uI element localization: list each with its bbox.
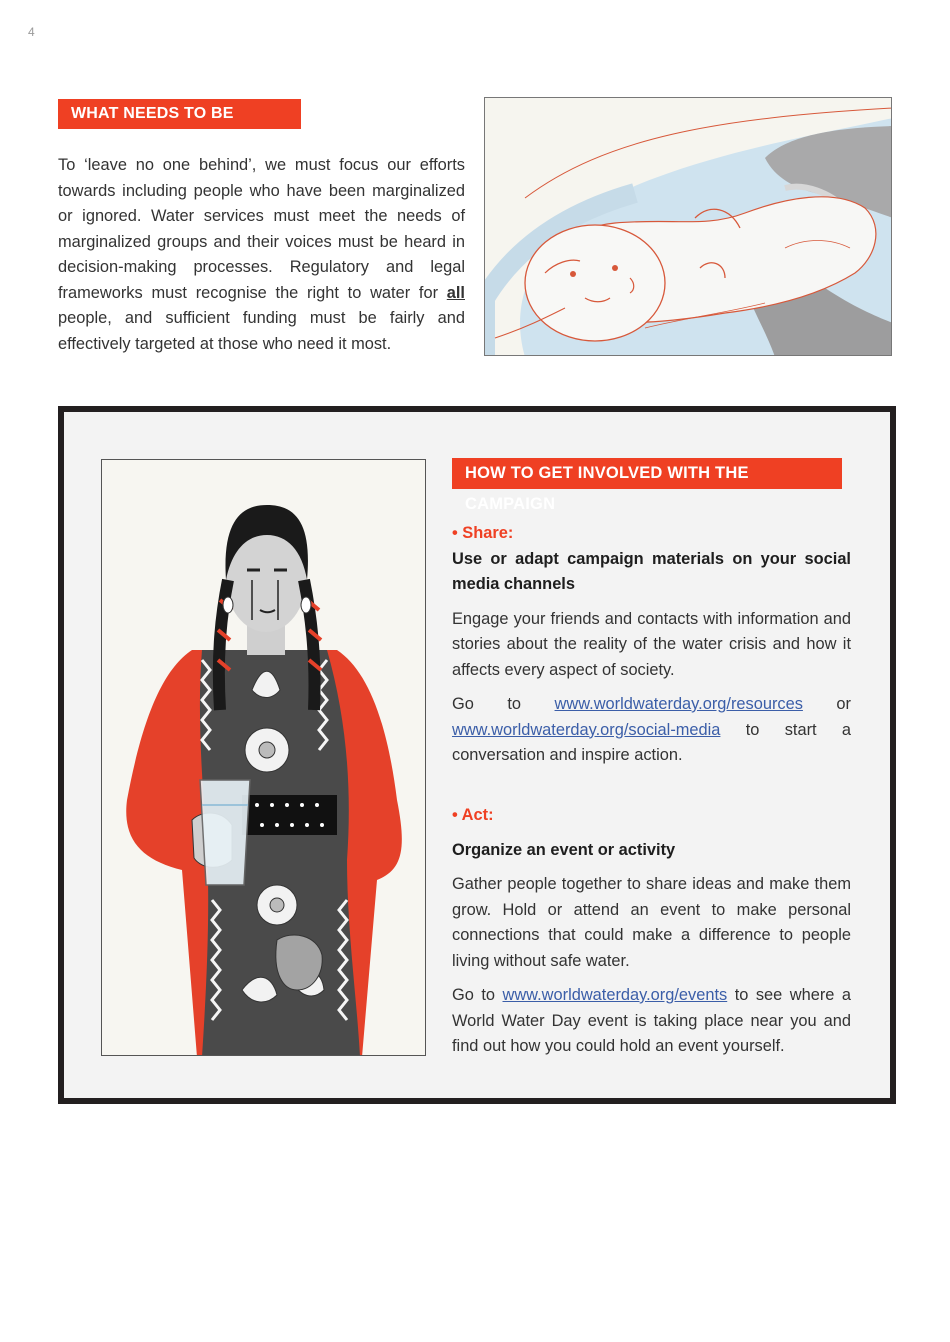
act-body: Gather people together to share ideas and make them grow. Hold or attend an event to make personal connections that could make a difference to people living without safe water. bbox=[452, 875, 851, 970]
baby-bathing-illustration bbox=[484, 97, 892, 356]
act-label: • Act: bbox=[452, 806, 494, 824]
emphasis-all: all bbox=[446, 283, 465, 302]
share-or-text: or bbox=[802, 695, 851, 713]
act-section bbox=[452, 803, 851, 1060]
section-heading-how-to-get-involved: HOW TO GET INVOLVED WITH THE CAMPAIGN bbox=[452, 458, 842, 489]
intro-paragraph bbox=[58, 153, 465, 357]
act-goto-suffix: to see where a World Water Day event is taking place near you and find out how you could hold an event yourself. bbox=[452, 986, 851, 1055]
woman-holding-water-drawing bbox=[102, 460, 426, 1056]
social-media-link[interactable]: www.worldwaterday.org/social-media bbox=[452, 720, 721, 739]
share-body: Engage your friends and contacts with information and stories about the reality of the water crisis and how it affects every aspect of society. bbox=[452, 609, 851, 679]
share-label: • Share: bbox=[452, 524, 514, 542]
act-goto-prefix: Go to bbox=[452, 986, 503, 1004]
share-title: Use or adapt campaign materials on your social media channels bbox=[452, 549, 851, 593]
share-links-paragraph bbox=[452, 692, 851, 769]
events-link[interactable]: www.worldwaterday.org/events bbox=[502, 986, 728, 1004]
share-section bbox=[452, 521, 851, 769]
section-heading-what-needs-to-be-done: WHAT NEEDS TO BE DONE? bbox=[58, 99, 301, 129]
resources-link[interactable]: www.worldwaterday.org/resources bbox=[554, 695, 803, 713]
page-number: 4 bbox=[28, 25, 35, 39]
baby-bathing-drawing bbox=[485, 98, 892, 356]
act-title: Organize an event or activity bbox=[452, 840, 676, 859]
intro-text-start: To ‘leave no one behind’, we must focus our efforts towards including people who have been marginalized or ignored. Water services must meet the needs of marginalized groups and their voices must be heard in decision-making processes. Regulatory and legal frameworks must recognise the right to water for bbox=[58, 156, 465, 302]
act-links-paragraph bbox=[452, 983, 851, 1060]
woman-holding-water-illustration bbox=[101, 459, 426, 1056]
share-goto-suffix: to start a conversation and inspire action. bbox=[452, 720, 851, 764]
share-goto-prefix: Go to bbox=[452, 695, 555, 713]
intro-text-end: people, and sufficient funding must be fairly and effectively targeted at those who need it most. bbox=[58, 309, 465, 353]
